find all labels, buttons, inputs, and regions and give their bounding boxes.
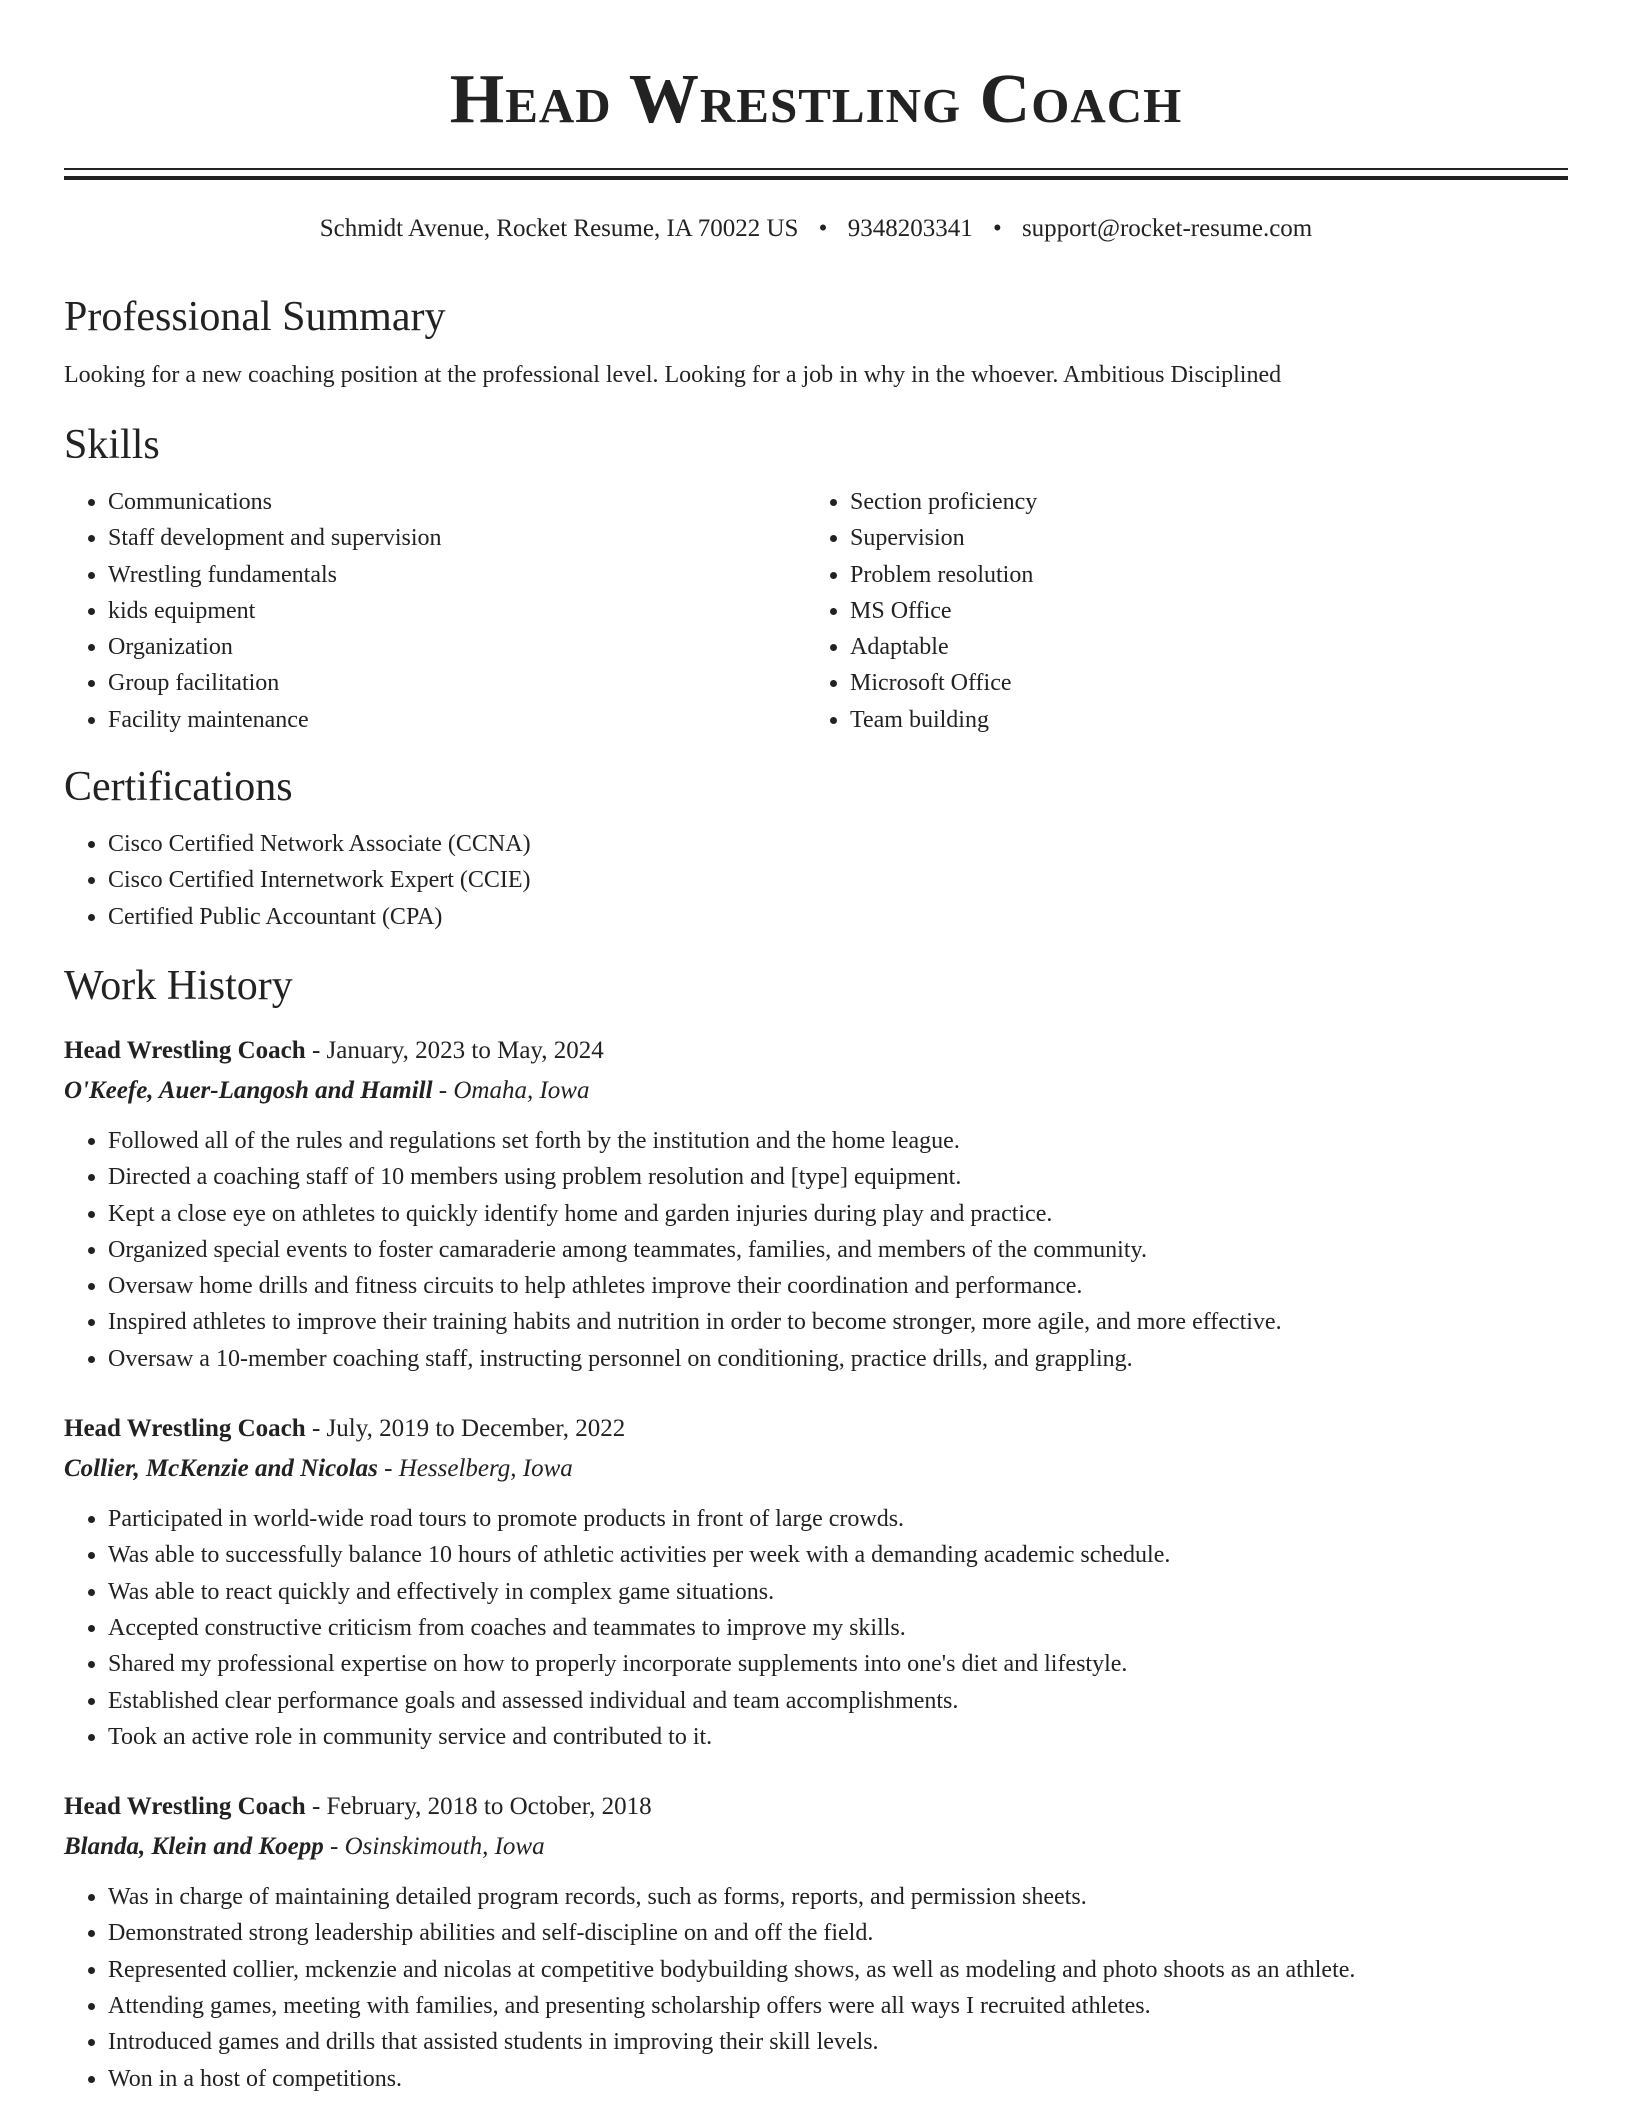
- job-bullet: • Oversaw a 10-member coaching staff, instructing personnel on conditioning, practice drills, and grappling.: [108, 1341, 1568, 1377]
- skills-heading: Skills: [64, 422, 160, 468]
- employer-name: O'Keefe, Auer-Langosh and Hamill: [64, 1076, 433, 1104]
- skills-column-right: [806, 484, 1548, 738]
- contact-address: Schmidt Avenue, Rocket Resume, IA 70022 US: [319, 215, 799, 242]
- job-bullet: • Followed all of the rules and regulations set forth by the institution and the home league.: [108, 1123, 1568, 1159]
- job-bullets: [64, 1501, 1568, 1755]
- job-dates: February, 2018 to October, 2018: [326, 1793, 652, 1821]
- job-title-line: [64, 1409, 1568, 1449]
- job-bullet: • Inspired athletes to improve their training habits and nutrition in order to become stronger, more agile, and more effective.: [108, 1304, 1568, 1340]
- employer-line: [64, 1071, 1568, 1111]
- skills-list-left: [64, 484, 806, 738]
- job-bullet: • Shared my professional expertise on how to properly incorporate supplements into one's diet and lifestyle.: [108, 1646, 1568, 1682]
- contact-separator: •: [992, 215, 1002, 242]
- job-bullet: • Was able to react quickly and effectively in complex game situations.: [108, 1574, 1568, 1610]
- job-bullet: • Kept a close eye on athletes to quickly identify home and garden injuries during play and practice.: [108, 1196, 1568, 1232]
- job-dash: -: [305, 1793, 327, 1821]
- summary-heading: Professional Summary: [64, 294, 446, 340]
- job-bullet: • Accepted constructive criticism from coaches and teammates to improve my skills.: [108, 1610, 1568, 1646]
- certification-item: • Cisco Certified Internetwork Expert (CCIE): [108, 862, 1568, 898]
- job-bullet: • Demonstrated strong leadership abilities and self-discipline on and off the field.: [108, 1915, 1568, 1951]
- work-history-heading: Work History: [64, 962, 293, 1009]
- job-dash: -: [305, 1036, 327, 1064]
- resume-title: Head Wrestling Coach: [449, 61, 1183, 138]
- job-bullet: • Oversaw home drills and fitness circuits to help athletes improve their coordination and performance.: [108, 1268, 1568, 1304]
- job-bullet: • Organized special events to foster camaraderie among teammates, families, and members of the community.: [108, 1232, 1568, 1268]
- employer-dash: -: [323, 1833, 345, 1861]
- skills-column-left: [64, 484, 806, 738]
- skill-item: • Communications: [108, 484, 806, 520]
- job-title-line: [64, 1031, 1568, 1071]
- job-bullet: • Introduced games and drills that assisted students in improving their skill levels.: [108, 2024, 1568, 2060]
- contact-phone: 9348203341: [847, 215, 973, 242]
- job-bullet: • Was in charge of maintaining detailed program records, such as forms, reports, and permission sheets.: [108, 1879, 1568, 1915]
- skill-item: • Supervision: [850, 520, 1548, 556]
- job-bullet: • Took an active role in community service and contributed to it.: [108, 1719, 1568, 1755]
- skills-columns: [64, 484, 1568, 738]
- certifications-list: [64, 826, 1568, 935]
- job-dates: July, 2019 to December, 2022: [326, 1415, 626, 1443]
- skill-item: • Problem resolution: [850, 557, 1548, 593]
- skill-item: • Group facilitation: [108, 665, 806, 701]
- employer-location: Hesselberg, Iowa: [398, 1455, 573, 1483]
- job-bullets: [64, 1123, 1568, 1377]
- job-dash: -: [305, 1415, 327, 1443]
- contact-separator: •: [818, 215, 828, 242]
- job-bullet: • Represented collier, mckenzie and nicolas at competitive bodybuilding shows, as well as modeling and photo shoots as an athlete.: [108, 1952, 1568, 1988]
- certifications-heading: Certifications: [64, 764, 293, 811]
- job-title: Head Wrestling Coach: [64, 1036, 306, 1064]
- skill-item: • Team building: [850, 702, 1548, 738]
- job-bullet: • Participated in world-wide road tours to promote products in front of large crowds.: [108, 1501, 1568, 1537]
- title-divider: [64, 168, 1568, 180]
- resume-page: [64, 0, 1568, 2097]
- employer-name: Blanda, Klein and Koepp: [64, 1833, 324, 1861]
- job-bullet: • Attending games, meeting with families, and presenting scholarship offers were all ways I recruited athletes.: [108, 1988, 1568, 2024]
- certification-item: • Certified Public Accountant (CPA): [108, 899, 1568, 935]
- employer-line: [64, 1827, 1568, 1867]
- skill-item: • Organization: [108, 629, 806, 665]
- skill-item: • Facility maintenance: [108, 702, 806, 738]
- skill-item: • MS Office: [850, 593, 1548, 629]
- employer-location: Osinskimouth, Iowa: [344, 1833, 545, 1861]
- skill-item: • Staff development and supervision: [108, 520, 806, 556]
- summary-text: Looking for a new coaching position at the professional level. Looking for a job in why in the whoever. Ambitious Disciplined: [64, 362, 1282, 388]
- job-title: Head Wrestling Coach: [64, 1793, 306, 1821]
- employer-location: Omaha, Iowa: [453, 1076, 590, 1104]
- employer-line: [64, 1449, 1568, 1489]
- skill-item: • kids equipment: [108, 593, 806, 629]
- job-dates: January, 2023 to May, 2024: [326, 1036, 604, 1064]
- job-entry: [64, 1787, 1568, 2097]
- skills-list-right: [806, 484, 1548, 738]
- job-bullet: • Directed a coaching staff of 10 members using problem resolution and [type] equipment.: [108, 1159, 1568, 1195]
- skill-item: • Section proficiency: [850, 484, 1548, 520]
- job-bullet: • Was able to successfully balance 10 hours of athletic activities per week with a demanding academic schedule.: [108, 1537, 1568, 1573]
- job-bullet: • Established clear performance goals and assessed individual and team accomplishments.: [108, 1683, 1568, 1719]
- contact-line: [64, 214, 1568, 244]
- employer-dash: -: [432, 1076, 454, 1104]
- job-entry: [64, 1031, 1568, 1377]
- job-bullet: • Won in a host of competitions.: [108, 2061, 1568, 2097]
- job-entry: [64, 1409, 1568, 1755]
- employer-name: Collier, McKenzie and Nicolas: [64, 1455, 378, 1483]
- job-bullets: [64, 1879, 1568, 2097]
- contact-email: support@rocket-resume.com: [1021, 215, 1313, 242]
- job-title-line: [64, 1787, 1568, 1827]
- employer-dash: -: [377, 1455, 399, 1483]
- skill-item: • Adaptable: [850, 629, 1548, 665]
- job-title: Head Wrestling Coach: [64, 1415, 306, 1443]
- skill-item: • Microsoft Office: [850, 665, 1548, 701]
- skill-item: • Wrestling fundamentals: [108, 557, 806, 593]
- certification-item: • Cisco Certified Network Associate (CCNA): [108, 826, 1568, 862]
